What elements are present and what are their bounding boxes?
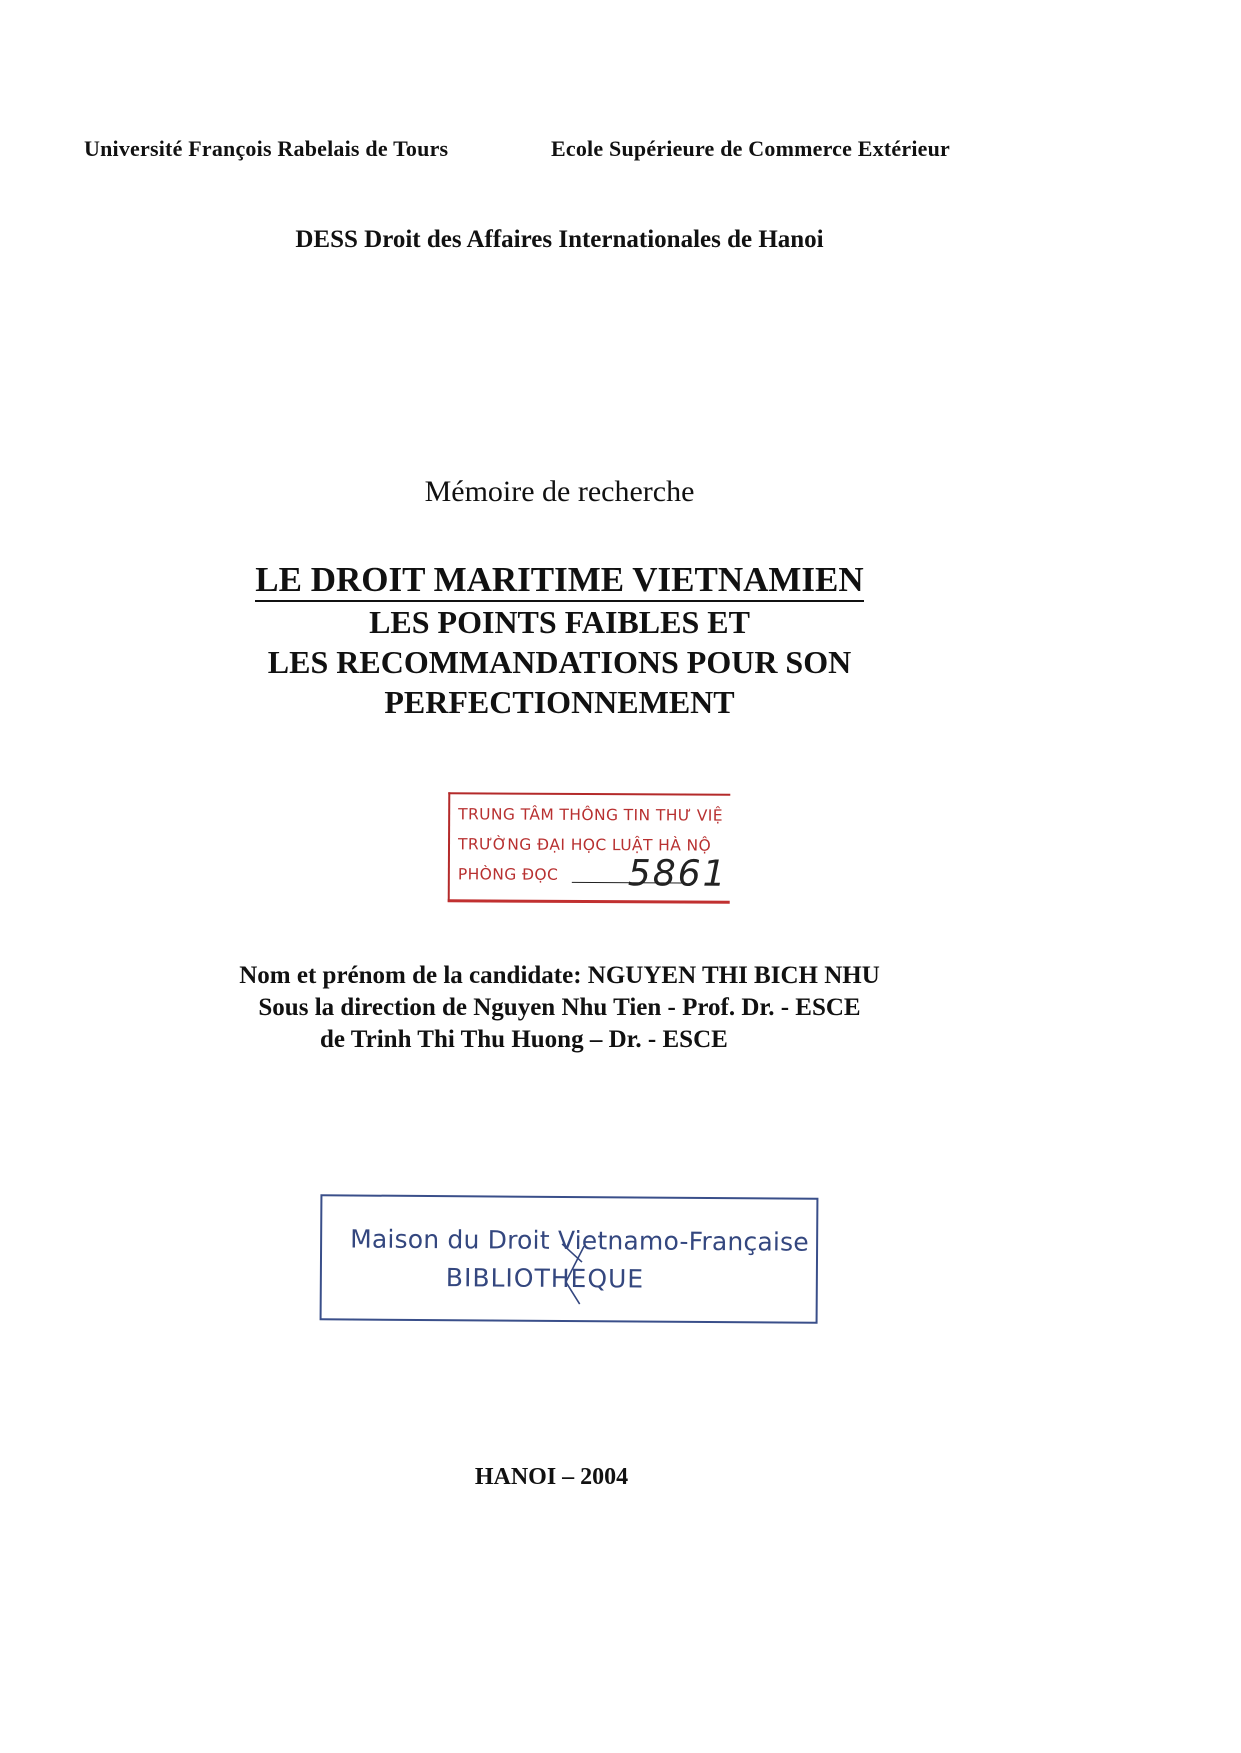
program-name: DESS Droit des Affaires Internationales de Hanoi [295,226,824,253]
school-name: Ecole Supérieure de Commerce Extérieur [551,136,951,161]
stamp-line-1: TRUNG TÂM THÔNG TIN THƯ VIỆ [458,805,724,825]
university-name: Université François Rabelais de Tours [84,136,449,161]
bibliotheque-stamp-line-2: BIBLIOTHEQUE [445,1263,645,1294]
place-and-year: HANOI – 2004 [474,1464,629,1490]
bibliotheque-stamp [320,1194,819,1323]
thesis-title-line-3: PERFECTIONNEMENT [384,684,735,720]
thesis-title-line-2: LES RECOMMANDATIONS POUR SON [267,644,852,680]
candidate-block [0,960,1119,1056]
supervisor-line-1: Sous la direction de Nguyen Nhu Tien - Prof. Dr. - ESCE [258,994,861,1021]
stamp-handwritten-number: 5861 [627,853,728,895]
library-reading-room-stamp [448,792,731,903]
handwritten-scribble-icon [554,1242,594,1312]
document-type: Mémoire de recherche [424,475,695,508]
stamp-line-3: PHÒNG ĐỌC [457,865,559,884]
thesis-title-line-1: LES POINTS FAIBLES ET [369,604,750,640]
thesis-title-main: LE DROIT MARITIME VIETNAMIEN [255,560,863,602]
candidate-name-line: Nom et prénom de la candidate: NGUYEN THI BICH NHU [239,962,880,989]
thesis-title [0,560,1119,722]
supervisor-line-2: de Trinh Thi Thu Huong – Dr. - ESCE [320,1026,728,1053]
bibliotheque-stamp-line-1: Maison du Droit Vietnamo-Française [350,1224,810,1257]
stamp-line-2: TRƯỜNG ĐẠI HỌC LUẬT HÀ NỘ [457,835,712,855]
